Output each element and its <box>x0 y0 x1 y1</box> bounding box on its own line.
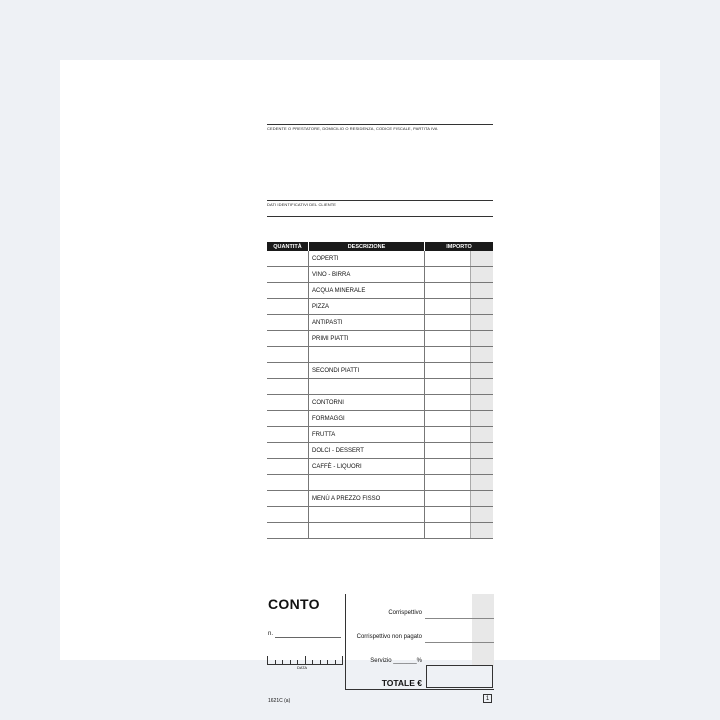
cents-cell <box>471 395 493 410</box>
description-cell: MENÙ A PREZZO FISSO <box>309 491 425 506</box>
amount-cell <box>425 475 471 490</box>
quantity-cell <box>267 491 309 506</box>
table-row <box>267 523 493 539</box>
quantity-cell <box>267 427 309 442</box>
seller-label: CEDENTE O PRESTATORE, DOMICILIO O RESIDENZA, CODICE FISCALE, PARTITA IVA <box>267 126 438 131</box>
amount-cell <box>425 507 471 522</box>
header-quantity: QUANTITÀ <box>267 242 309 251</box>
table-row <box>267 459 493 475</box>
total-field <box>426 665 493 688</box>
table-row <box>267 443 493 459</box>
quantity-cell <box>267 379 309 394</box>
quantity-cell <box>267 267 309 282</box>
table-row <box>267 475 493 491</box>
description-cell: VINO - BIRRA <box>309 267 425 282</box>
table-body <box>267 251 493 539</box>
table-row <box>267 299 493 315</box>
date-tick <box>290 660 291 664</box>
quantity-cell <box>267 443 309 458</box>
cents-cell <box>471 475 493 490</box>
amount-cell <box>425 427 471 442</box>
quantity-cell <box>267 523 309 538</box>
table-row <box>267 347 493 363</box>
date-tick <box>335 660 336 664</box>
date-label: DATA <box>297 665 308 670</box>
description-cell: PIZZA <box>309 299 425 314</box>
cents-cell <box>471 507 493 522</box>
table-row <box>267 379 493 395</box>
amount-cell <box>425 363 471 378</box>
date-tick <box>267 656 268 664</box>
description-cell: FRUTTA <box>309 427 425 442</box>
table-row <box>267 427 493 443</box>
amount-cell <box>425 443 471 458</box>
header-description: DESCRIZIONE <box>309 242 425 251</box>
amount-cell <box>425 459 471 474</box>
date-tick <box>342 656 343 664</box>
description-cell: CONTORNI <box>309 395 425 410</box>
description-cell: COPERTI <box>309 251 425 266</box>
number-field <box>275 637 341 638</box>
amount-cell <box>425 411 471 426</box>
table-row <box>267 283 493 299</box>
cents-cell <box>471 363 493 378</box>
header-amount: IMPORTO <box>446 243 472 250</box>
cents-cell <box>471 299 493 314</box>
quantity-cell <box>267 347 309 362</box>
amounts-box <box>345 594 494 690</box>
description-cell: DOLCI - DESSERT <box>309 443 425 458</box>
description-cell: ANTIPASTI <box>309 315 425 330</box>
cents-cell <box>471 347 493 362</box>
date-tick <box>297 660 298 664</box>
conto-title: CONTO <box>268 596 320 612</box>
amount-cell <box>425 331 471 346</box>
amount-cell <box>425 379 471 394</box>
corrispettivo-non-pagato-field <box>425 642 494 643</box>
table-row <box>267 267 493 283</box>
document-sheet <box>60 60 660 704</box>
amount-cell <box>425 251 471 266</box>
description-cell <box>309 475 425 490</box>
cents-cell <box>471 315 493 330</box>
totale-label: TOTALE € <box>381 678 422 688</box>
date-tick <box>327 660 328 664</box>
page-number: 1 <box>483 694 492 703</box>
client-line-bottom <box>267 216 493 217</box>
description-cell: ACQUA MINERALE <box>309 283 425 298</box>
table-row <box>267 491 493 507</box>
cents-cell <box>471 379 493 394</box>
quantity-cell <box>267 283 309 298</box>
quantity-cell <box>267 331 309 346</box>
cents-cell <box>471 267 493 282</box>
quantity-cell <box>267 507 309 522</box>
amount-cell <box>425 523 471 538</box>
quantity-cell <box>267 299 309 314</box>
description-cell: PRIMI PIATTI <box>309 331 425 346</box>
date-tick <box>282 660 283 664</box>
amount-cell <box>425 395 471 410</box>
cents-cell <box>471 427 493 442</box>
quantity-cell <box>267 395 309 410</box>
date-tick <box>312 660 313 664</box>
date-tick <box>320 660 321 664</box>
amount-cell <box>425 491 471 506</box>
date-tick <box>305 656 306 664</box>
table-row <box>267 363 493 379</box>
description-cell <box>309 379 425 394</box>
cents-cell <box>471 331 493 346</box>
quantity-cell <box>267 363 309 378</box>
client-line-top <box>267 200 493 201</box>
number-label: n. <box>268 631 274 637</box>
quantity-cell <box>267 411 309 426</box>
cents-cell <box>471 491 493 506</box>
seller-line-top <box>267 124 493 125</box>
table-row <box>267 395 493 411</box>
form-code: 1621C (a) <box>268 698 291 704</box>
table-row <box>267 331 493 347</box>
items-table <box>267 242 493 539</box>
quantity-cell <box>267 475 309 490</box>
cents-cell <box>471 443 493 458</box>
quantity-cell <box>267 251 309 266</box>
cents-cell <box>471 283 493 298</box>
table-header <box>267 242 493 251</box>
client-label: DATI IDENTIFICATIVI DEL CLIENTE <box>267 202 337 207</box>
quantity-cell <box>267 315 309 330</box>
cents-cell <box>471 251 493 266</box>
description-cell: CAFFÈ - LIQUORI <box>309 459 425 474</box>
totals-section <box>267 594 493 694</box>
corrispettivo-label: Corrispettivo <box>388 610 422 616</box>
description-cell <box>309 523 425 538</box>
quantity-cell <box>267 459 309 474</box>
table-row <box>267 411 493 427</box>
amount-cell <box>425 347 471 362</box>
servizio-label: Servizio _______% <box>370 658 422 664</box>
amount-cell <box>425 267 471 282</box>
description-cell: FORMAGGI <box>309 411 425 426</box>
table-row <box>267 507 493 523</box>
corrispettivo-non-pagato-label: Corrispettivo non pagato <box>356 634 422 640</box>
description-cell <box>309 507 425 522</box>
cents-cell <box>471 523 493 538</box>
description-cell: SECONDI PIATTI <box>309 363 425 378</box>
amount-cell <box>425 283 471 298</box>
amount-cell <box>425 315 471 330</box>
corrispettivo-field <box>425 618 494 619</box>
table-row <box>267 251 493 267</box>
date-tick <box>275 660 276 664</box>
cents-column <box>472 594 494 666</box>
table-row <box>267 315 493 331</box>
description-cell <box>309 347 425 362</box>
amount-cell <box>425 299 471 314</box>
date-field <box>267 656 343 665</box>
cents-cell <box>471 411 493 426</box>
cents-cell <box>471 459 493 474</box>
